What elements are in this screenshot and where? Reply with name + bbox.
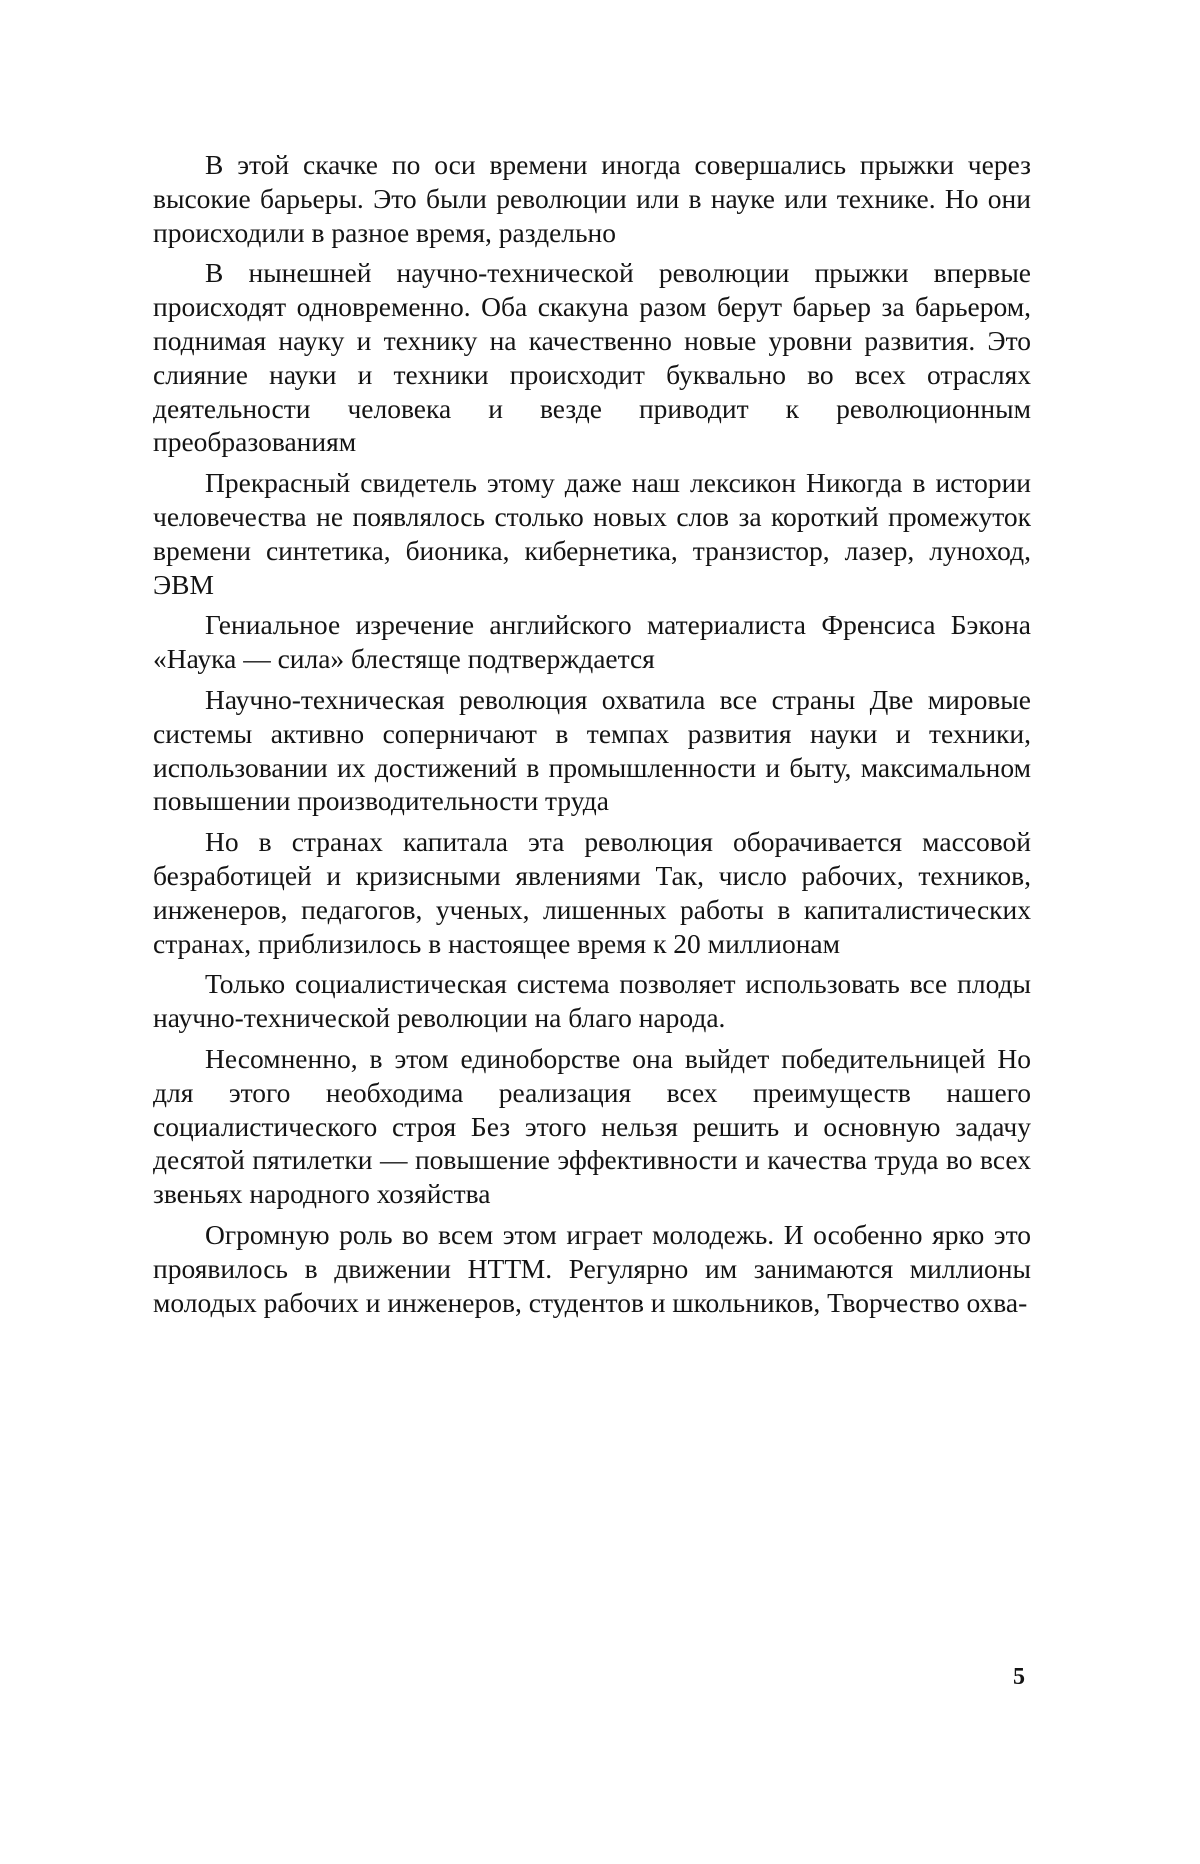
paragraph-2: В нынешней научно-технической революции прыжки впервые происходят одновременно. Оба скакуна разом берут барьер за барьером, поднимая науку и технику на качественно новые уровни развития. Это слияние науки и техники происходит буквально во всех отраслях деятельности человека и везде приводит к революционным преобразованиям — [153, 257, 1031, 458]
paragraph-8: Несомненно, в этом единоборстве она выйдет победительницей Но для этого необходима реализация всех преимуществ нашего социалистического строя Без этого нельзя решить и основную задачу десятой пятилетки — повышение эффективности и качества труда во всех звеньях народного хозяйства — [153, 1042, 1031, 1210]
page-number: 5 — [1013, 1664, 1025, 1690]
paragraph-1: В этой скачке по оси времени иногда совершались прыжки через высокие барьеры. Это были революции или в науке или технике. Но они происходили в разное время, раздельно — [153, 149, 1031, 248]
paragraph-4: Гениальное изречение английского материалиста Френсиса Бэкона «Наука — сила» блестяще подтверждается — [153, 609, 1031, 675]
paragraph-3: Прекрасный свидетель этому даже наш лексикон Никогда в истории человечества не появлялось столько новых слов за короткий промежуток времени синтетика, бионика, кибернетика, транзистор, лазер, луноход, ЭВМ — [153, 467, 1031, 600]
paragraph-7: Только социалистическая система позволяет использовать все плоды научно-технической революции на благо народа. — [153, 968, 1031, 1034]
paragraph-9: Огромную роль во всем этом играет молодежь. И особенно ярко это проявилось в движении НТТМ. Регулярно им занимаются миллионы молодых рабочих и инженеров, студентов и школьников, Творчество охва- — [153, 1218, 1031, 1318]
paragraph-6: Но в странах капитала эта революция оборачивается массовой безработицей и кризисными явлениями Так, число рабочих, техников, инженеров, педагогов, ученых, лишенных работы в капиталистических странах, приблизилось в настоящее время к 20 миллионам — [153, 826, 1031, 959]
body-text — [153, 148, 1031, 1326]
paragraph-5: Научно-техническая революция охватила все страны Две мировые системы активно соперничают в темпах развития науки и техники, использовании их достижений в промышленности и быту, максимальном повышении производительности труда — [153, 683, 1031, 817]
